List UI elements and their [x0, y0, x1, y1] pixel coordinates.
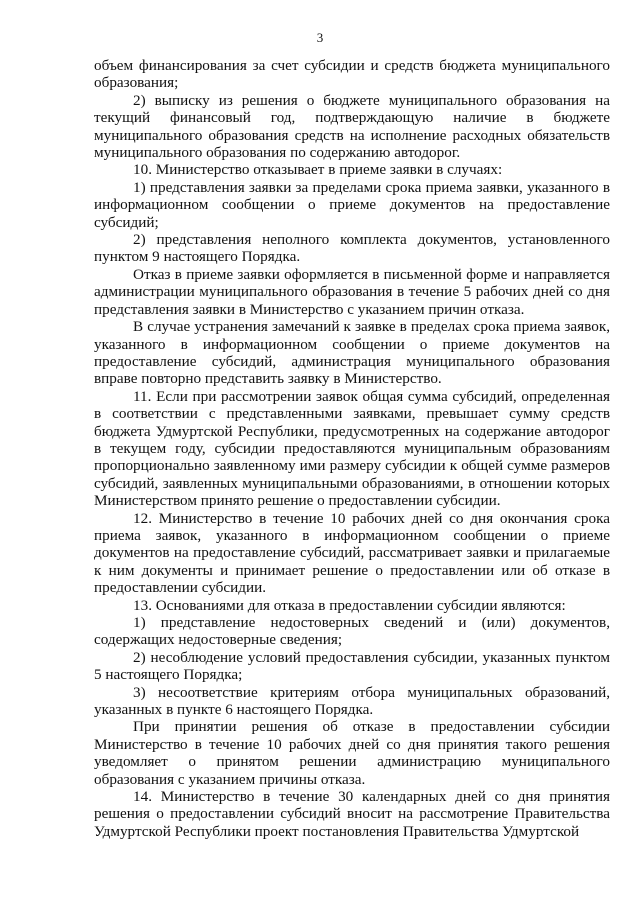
paragraph: объем финансирования за счет субсидии и средств бюджета муниципального образования; — [94, 57, 610, 92]
paragraph: 1) представления заявки за пределами срока приема заявки, указанного в информационном сообщении о приеме документов на предоставление субсидий; — [94, 178, 610, 231]
paragraph: 14. Министерство в течение 30 календарных дней со дня принятия решения о предоставлении субсидий вносит на рассмотрение Правительства Удмуртской Республики проект постановления Правительства Удмуртской — [94, 788, 610, 840]
paragraph: 2) выписку из решения о бюджете муниципального образования на текущий финансовый год, подтверждающую наличие в бюджете муниципального образования средств на исполнение расходных обязательств муниципального образования по содержанию автодорог. — [94, 91, 610, 162]
page-number: 3 — [316, 30, 324, 45]
paragraph: 11. Если при рассмотрении заявок общая сумма субсидий, определенная в соответствии с представленными заявками, превышает сумму средств бюджета Удмуртской Республики, предусмотренных на содержание автодорог в текущем году, субсидии предоставляются муниципальным образованиям пропорционально заявленному ими размеру субсидии к общей сумме размеров субсидий, заявленных муниципальными образованиями, в отношении которых Министерством принято решение о предоставлении субсидии. — [94, 387, 610, 510]
paragraph: 12. Министерство в течение 10 рабочих дней со дня окончания срока приема заявок, указанного в информационном сообщении о приеме документов на предоставление субсидий, рассматривает заявки и прилагаемые к ним документы и принимает решение о предоставлении или об отказе в предоставлении субсидии. — [94, 509, 610, 597]
paragraph: 13. Основаниями для отказа в предоставлении субсидии являются: — [133, 596, 566, 614]
paragraph: 1) представление недостоверных сведений и (или) документов, содержащих недостоверные сведения; — [94, 614, 610, 649]
paragraph: 3) несоответствие критериям отбора муниципальных образований, указанных в пункте 6 настоящего Порядка. — [94, 683, 610, 719]
paragraph: 10. Министерство отказывает в приеме заявки в случаях: — [133, 161, 503, 179]
paragraph: 2) несоблюдение условий предоставления субсидии, указанных пунктом 5 настоящего Порядка; — [94, 648, 610, 684]
paragraph: Отказ в приеме заявки оформляется в письменной форме и направляется администрации муниципального образования в течение 5 рабочих дней со дня представления заявки в Министерство с указанием причин отказа. — [94, 265, 610, 318]
paragraph: В случае устранения замечаний к заявке в пределах срока приема заявок, указанного в информационном сообщении о приеме документов на предоставление субсидий, администрация муниципального образования вправе повторно представить заявку в Министерство. — [94, 318, 610, 388]
document-body — [94, 57, 610, 840]
paragraph: При принятии решения об отказе в предоставлении субсидии Министерство в течение 10 рабочих дней со дня принятия такого решения уведомляет о принятом решении администрацию муниципального образования с указанием причины отказа. — [94, 718, 610, 788]
paragraph: 2) представления неполного комплекта документов, установленного пунктом 9 настоящего Порядка. — [94, 231, 610, 266]
